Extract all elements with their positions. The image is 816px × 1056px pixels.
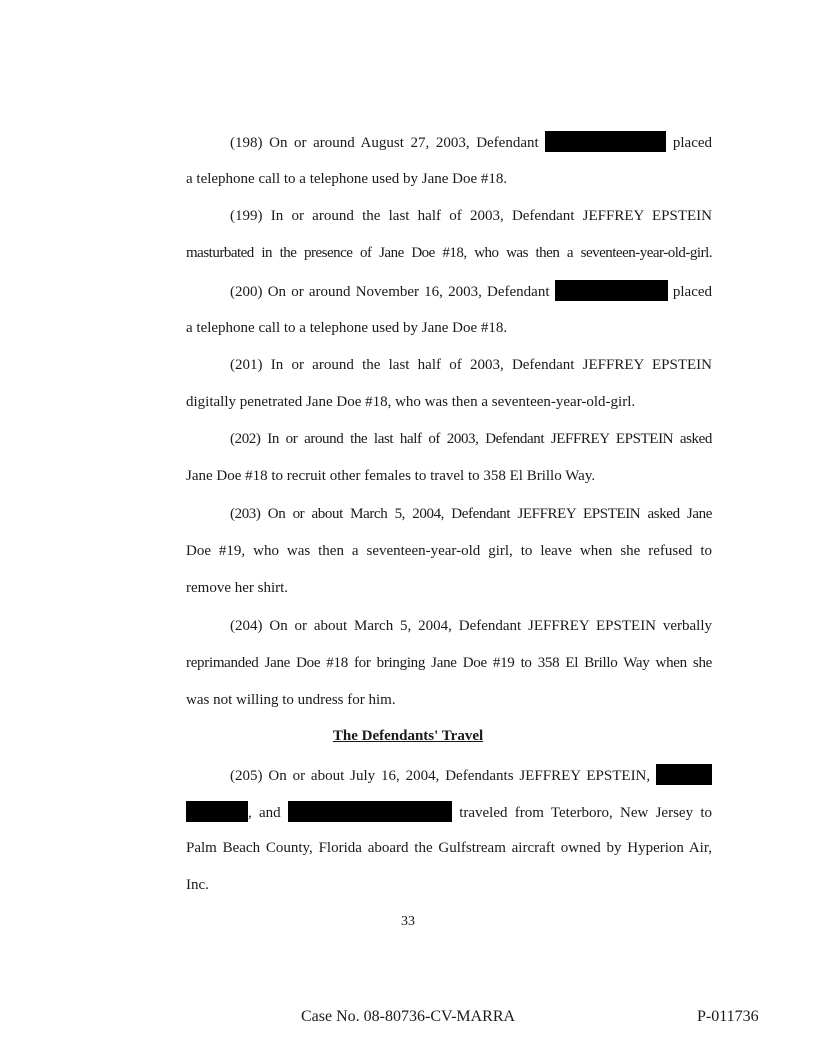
paragraph-204-line-1: (204) On or about March 5, 2004, Defendant JEFFREY EPSTEIN verbally (230, 618, 713, 634)
paragraph-202-line-1: (202) In or around the last half of 2003, Defendant JEFFREY EPSTEIN asked (230, 431, 712, 447)
paragraph-205-line-3: Palm Beach County, Florida aboard the Gulfstream aircraft owned by Hyperion Air, (186, 840, 712, 856)
paragraph-203-line-3: remove her shirt. (186, 580, 289, 596)
redaction-box (545, 131, 666, 152)
case-number: Case No. 08-80736-CV-MARRA (301, 1008, 516, 1025)
paragraph-number: (200) (230, 284, 263, 300)
redaction-box (656, 764, 712, 785)
paragraph-201-line-1: (201) In or around the last half of 2003, Defendant JEFFREY EPSTEIN (230, 357, 712, 373)
paragraph-203-line-1: (203) On or about March 5, 2004, Defendant JEFFREY EPSTEIN asked Jane (230, 506, 712, 522)
paragraph-204-line-3: was not willing to undress for him. (186, 692, 396, 708)
paragraph-203-line-2: Doe #19, who was then a seventeen-year-old girl, to leave when she refused to (186, 543, 712, 559)
bates-number: P-011736 (697, 1008, 759, 1025)
paragraph-199-line-2: masturbated in the presence of Jane Doe #18, who was then a seventeen-year-old-girl. (186, 245, 712, 261)
page-number: 33 (401, 914, 415, 929)
paragraph-number: (205) (230, 768, 263, 784)
paragraph-200-line-1: (200) On or around November 16, 2003, Defendant placed (230, 280, 712, 302)
redaction-box (555, 280, 668, 301)
redaction-box (186, 801, 248, 822)
paragraph-number: (201) (230, 357, 263, 373)
paragraph-200-line-2: a telephone call to a telephone used by Jane Doe #18. (186, 320, 508, 336)
paragraph-number: (199) (230, 208, 263, 224)
paragraph-205-line-4: Inc. (186, 877, 209, 893)
paragraph-number: (203) (230, 506, 261, 522)
paragraph-198-line-2: a telephone call to a telephone used by Jane Doe #18. (186, 171, 508, 187)
paragraph-204-line-2: reprimanded Jane Doe #18 for bringing Jane Doe #19 to 358 El Brillo Way when she (186, 655, 712, 671)
paragraph-199-line-1: (199) In or around the last half of 2003, Defendant JEFFREY EPSTEIN (230, 208, 712, 224)
redaction-box (288, 801, 452, 822)
paragraph-number: (198) (230, 135, 263, 151)
section-heading: The Defendants' Travel (332, 728, 484, 744)
paragraph-number: (204) (230, 618, 263, 634)
paragraph-number: (202) (230, 431, 261, 447)
paragraph-205-line-1: (205) On or about July 16, 2004, Defendants JEFFREY EPSTEIN, (230, 764, 712, 786)
paragraph-198-line-1: (198) On or around August 27, 2003, Defendant placed (230, 131, 712, 153)
paragraph-201-line-2: digitally penetrated Jane Doe #18, who was then a seventeen-year-old-girl. (186, 394, 636, 410)
paragraph-202-line-2: Jane Doe #18 to recruit other females to travel to 358 El Brillo Way. (186, 468, 596, 484)
paragraph-205-line-2: , and traveled from Teterboro, New Jersey to (186, 801, 712, 823)
